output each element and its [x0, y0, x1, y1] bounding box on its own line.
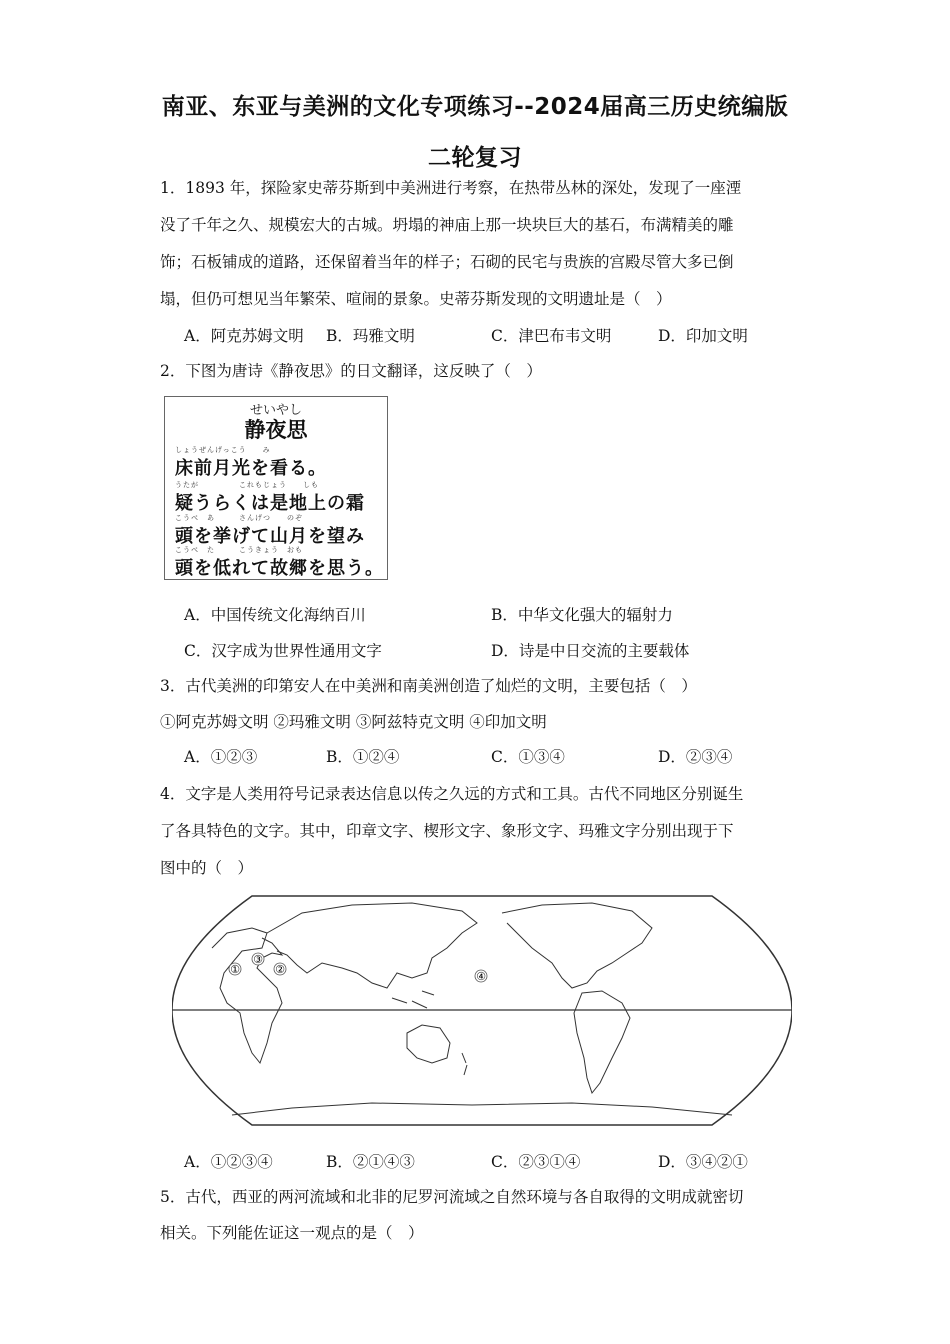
poem-ruby-2: うたが これもじょう しも [175, 481, 319, 489]
q4-option-b[interactable]: B．②①④③ [326, 1153, 415, 1171]
poem-ruby-1: しょうぜんげっこう み [175, 446, 271, 454]
q4-stem-line-1: 4．文字是人类用符号记录表达信息以传之久远的方式和工具。古代不同地区分别诞生 [160, 785, 744, 803]
q4-option-c[interactable]: C．②③①④ [491, 1153, 581, 1171]
q1-stem-line-2: 没了千年之久、规模宏大的古城。坍塌的神庙上那一块块巨大的基石，布满精美的雕 [160, 216, 734, 234]
q5-stem-line-2: 相关。下列能佐证这一观点的是（ ） [160, 1224, 424, 1242]
q2-stem: 2．下图为唐诗《静夜思》的日文翻译，这反映了（ ） [160, 362, 542, 380]
marker-4 [475, 970, 487, 983]
marker-1 [229, 963, 241, 976]
q5-stem-line-1: 5．古代，西亚的两河流域和北非的尼罗河流域之自然环境与各自取得的文明成就密切 [160, 1188, 744, 1206]
q2-option-c[interactable]: C．汉字成为世界性通用文字 [184, 642, 382, 660]
q3-option-b[interactable]: B．①②④ [326, 748, 400, 766]
q1-stem-line-3: 饰；石板铺成的道路，还保留着当年的样子；石砌的民宅与贵族的宫殿尽管大多已倒 [160, 253, 734, 271]
q3-option-d[interactable]: D．②③④ [658, 748, 733, 766]
marker-2 [274, 963, 286, 976]
q1-stem-line-4: 塌，但仍可想见当年繁荣、喧闹的景象。史蒂芬斯发现的文明遗址是（ ） [160, 290, 672, 308]
poem-image [164, 396, 388, 580]
q1-stem-line-1: 1．1893 年，探险家史蒂芬斯到中美洲进行考察，在热带丛林的深处，发现了一座湮 [160, 179, 742, 197]
q3-items: ①阿克苏姆文明 ②玛雅文明 ③阿兹特克文明 ④印加文明 [160, 713, 547, 731]
q1-option-a[interactable]: A．阿克苏姆文明 [184, 327, 304, 345]
q3-option-a[interactable]: A．①②③ [184, 748, 258, 766]
q1-option-d[interactable]: D．印加文明 [658, 327, 748, 345]
q3-stem: 3．古代美洲的印第安人在中美洲和南美洲创造了灿烂的文明，主要包括（ ） [160, 677, 697, 695]
document-title-line-2: 二轮复习 [428, 145, 522, 171]
poem-line-1: 床前月光を看る。 [175, 458, 327, 479]
poem-line-3: 頭を挙げて山月を望み [175, 526, 365, 547]
q4-stem-line-3: 图中的（ ） [160, 859, 254, 877]
q4-option-a[interactable]: A．①②③④ [184, 1153, 273, 1171]
q4-stem-line-2: 了各具特色的文字。其中，印章文字、楔形文字、象形文字、玛雅文字分别出现于下 [160, 822, 734, 840]
marker-2-label: ② [275, 963, 285, 976]
q2-option-a[interactable]: A．中国传统文化海纳百川 [184, 606, 366, 624]
document-title-line-1: 南亚、东亚与美洲的文化专项练习--2024届高三历史统编版 [161, 94, 789, 120]
poem-line-4: 頭を低れて故郷を思う。 [175, 558, 384, 579]
poem-title: 静夜思 [244, 418, 308, 442]
marker-4-label: ④ [476, 970, 486, 983]
q2-option-b[interactable]: B．中华文化强大的辐射力 [491, 606, 673, 624]
poem-title-ruby: せいやし [249, 403, 302, 418]
q1-option-b[interactable]: B．玛雅文明 [326, 327, 415, 345]
marker-1-label: ① [230, 963, 240, 976]
q3-option-c[interactable]: C．①③④ [491, 748, 565, 766]
poem-ruby-3: こうべ あ さんげつ のぞ [175, 514, 303, 522]
poem-line-2: 疑うらくは是地上の霜 [175, 493, 365, 514]
q4-option-d[interactable]: D．③④②① [658, 1153, 748, 1171]
q1-option-c[interactable]: C．津巴布韦文明 [491, 327, 612, 345]
poem-ruby-4: こうべ た こうきょう おも [175, 546, 303, 554]
world-map [172, 893, 792, 1128]
q2-option-d[interactable]: D．诗是中日交流的主要载体 [491, 642, 690, 660]
marker-3 [252, 953, 264, 966]
marker-3-label: ③ [253, 953, 263, 966]
